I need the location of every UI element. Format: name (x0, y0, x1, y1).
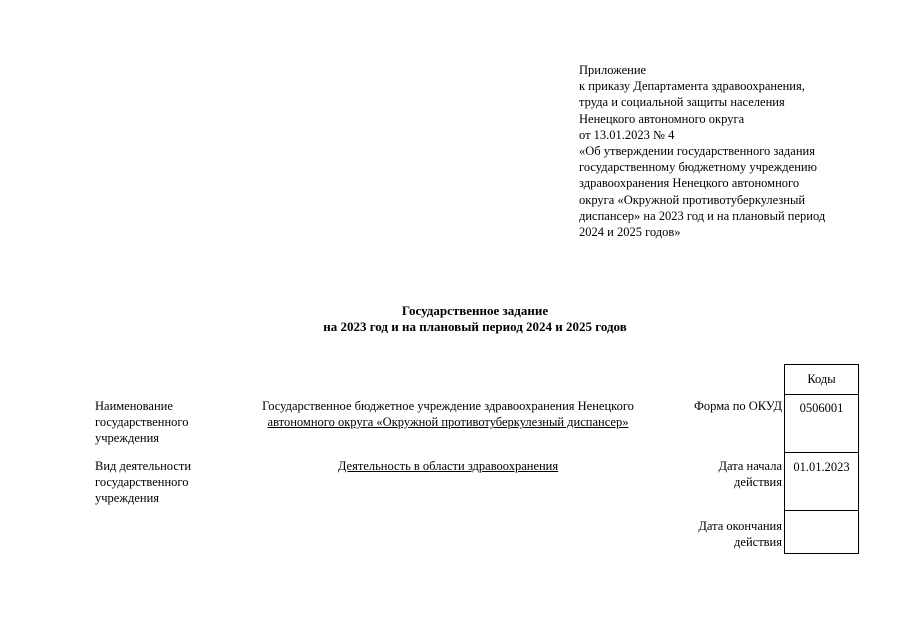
appendix-line: Ненецкого автономного округа (579, 111, 745, 126)
appendix-line: диспансер» на 2023 год и на плановый период (579, 208, 826, 223)
codes-divider (785, 394, 858, 395)
document-title: Государственное задание (401, 303, 549, 318)
start-date-value: 01.01.2023 (793, 460, 850, 474)
start-date-label: Дата начала действия (718, 459, 782, 490)
okud-label: Форма по ОКУД (694, 399, 782, 413)
institution-label: Наименование государственного учреждения (95, 399, 189, 446)
codes-divider (785, 452, 858, 453)
appendix-line: труда и социальной защиты населения (579, 95, 785, 110)
end-date-label: Дата окончания действия (698, 519, 782, 550)
document-subtitle: на 2023 год и на плановый период 2024 и 2025 годов (323, 319, 627, 334)
activity-value: Деятельность в области здравоохранения (337, 459, 559, 473)
codes-table (784, 364, 859, 554)
appendix-line: здравоохранения Ненецкого автономного (579, 176, 800, 191)
okud-code: 0506001 (799, 401, 844, 415)
appendix-block (579, 62, 879, 240)
appendix-line: «Об утверждении государственного задания (579, 144, 815, 159)
activity-label: Вид деятельности государственного учреждения (95, 459, 192, 506)
appendix-line: округа «Окружной противотуберкулезный (579, 192, 806, 207)
codes-header: Коды (807, 372, 836, 386)
appendix-line: государственному бюджетному учреждению (579, 160, 817, 175)
institution-value: Государственное бюджетное учреждение здравоохранения Ненецкого автономного округа «Окружной противотуберкулезный диспансер» (262, 399, 634, 430)
codes-divider (785, 510, 858, 511)
appendix-line: от 13.01.2023 № 4 (579, 127, 675, 142)
appendix-line: Приложение (579, 63, 647, 77)
appendix-line: 2024 и 2025 годов» (579, 225, 681, 240)
appendix-line: к приказу Департамента здравоохранения, (579, 79, 805, 94)
